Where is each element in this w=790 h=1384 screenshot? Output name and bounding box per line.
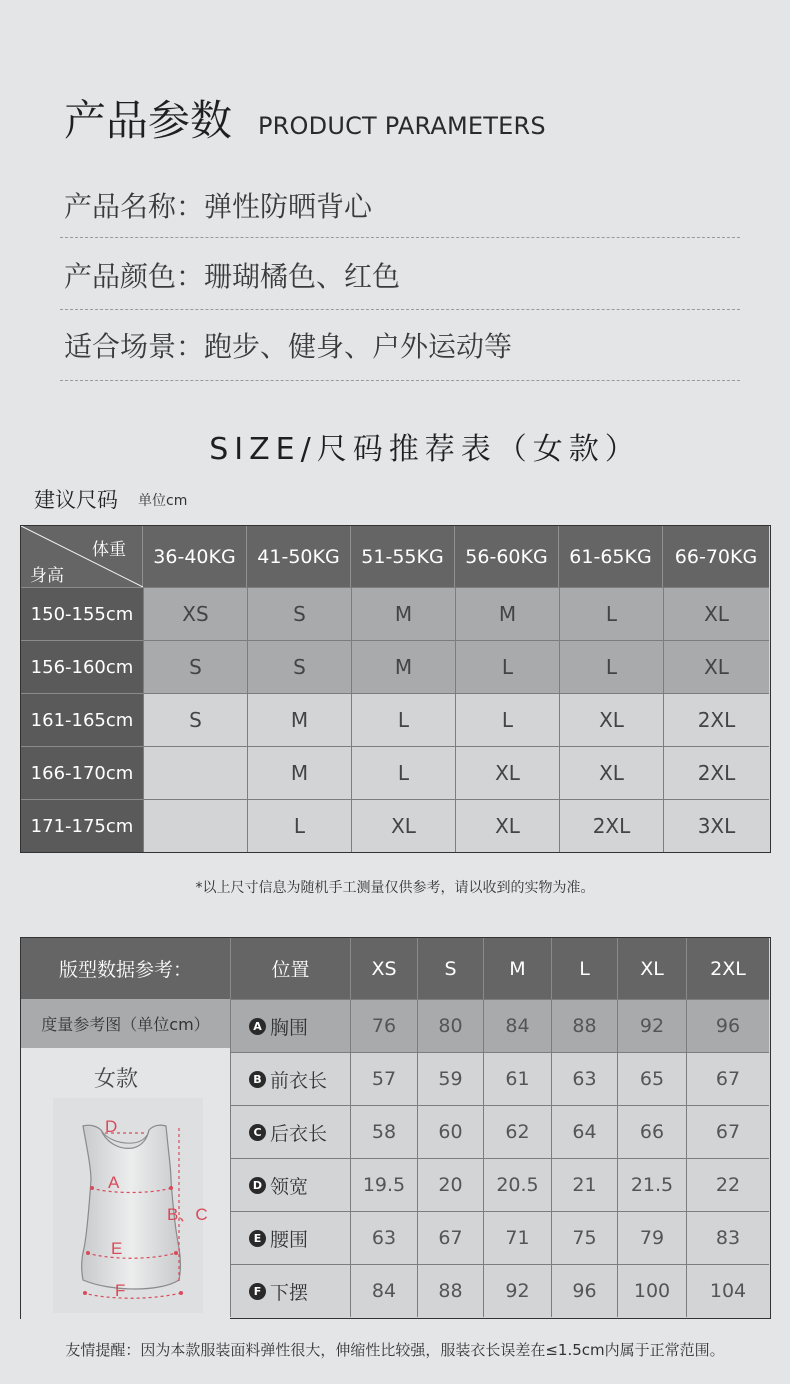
weight-column-header: 56-60KG — [455, 526, 559, 587]
size-cell: XL — [663, 587, 769, 640]
measurement-cell: 63 — [350, 1211, 417, 1264]
height-row-header: 150-155cm — [21, 587, 143, 640]
page-title-english: PRODUCT PARAMETERS — [258, 112, 546, 140]
size-column-header: XL — [617, 938, 686, 999]
size-cell: XS — [143, 587, 247, 640]
friendly-reminder: 友情提醒：因为本款服装面料弹性很大，伸缩性比较强，服装衣长误差在≤1.5cm内属于正常范围。 — [65, 1341, 725, 1359]
divider — [60, 380, 740, 381]
measurement-position — [230, 1264, 350, 1317]
table-corner-header — [21, 526, 143, 587]
size-cell: XL — [455, 799, 559, 852]
measurement-cell: 104 — [686, 1264, 769, 1317]
size-cell: S — [143, 640, 247, 693]
suggest-size-label: 建议尺码 — [34, 488, 118, 512]
weight-header: 体重 — [92, 540, 126, 560]
param-value: 跑步、健身、户外运动等 — [204, 330, 513, 363]
label-a: A — [108, 1173, 120, 1192]
diagram-subtitle: 度量参考图（单位cm） — [21, 999, 230, 1048]
measurement-cell: 100 — [617, 1264, 686, 1317]
garment-measurement-table — [20, 937, 771, 1319]
size-cell: L — [455, 640, 559, 693]
position-badge-icon: C — [249, 1124, 266, 1141]
size-cell: M — [247, 693, 351, 746]
measurement-cell: 80 — [417, 999, 483, 1052]
weight-column-header: 66-70KG — [663, 526, 769, 587]
size-cell: XL — [663, 640, 769, 693]
measurement-cell: 92 — [483, 1264, 551, 1317]
garment-table-title: 版型数据参考： — [21, 938, 230, 999]
param-label: 产品名称： — [64, 190, 205, 223]
measurement-cell: 76 — [350, 999, 417, 1052]
size-cell: M — [351, 640, 455, 693]
size-cell: L — [559, 640, 663, 693]
size-column-header: XS — [350, 938, 417, 999]
size-cell: M — [455, 587, 559, 640]
measurement-cell: 64 — [551, 1105, 617, 1158]
position-name: 后衣长 — [270, 1122, 328, 1145]
size-cell: S — [143, 693, 247, 746]
size-cell: L — [351, 746, 455, 799]
measurement-cell: 83 — [686, 1211, 769, 1264]
label-bc: B、C — [167, 1205, 208, 1224]
size-cell: S — [247, 587, 351, 640]
size-cell: L — [351, 693, 455, 746]
measurement-cell: 75 — [551, 1211, 617, 1264]
position-header: 位置 — [230, 938, 350, 999]
position-badge-icon: D — [249, 1177, 266, 1194]
label-f: F — [115, 1281, 126, 1300]
size-column-header: L — [551, 938, 617, 999]
size-cell — [143, 746, 247, 799]
size-column-header: 2XL — [686, 938, 769, 999]
measurement-cell: 20 — [417, 1158, 483, 1211]
param-value: 珊瑚橘色、红色 — [204, 260, 401, 293]
position-name: 领宽 — [270, 1175, 309, 1198]
position-badge-icon: F — [249, 1283, 266, 1300]
position-badge-icon: E — [249, 1230, 266, 1247]
size-cell: S — [247, 640, 351, 693]
measurement-note: *以上尺寸信息为随机手工测量仅供参考，请以收到的实物为准。 — [195, 880, 595, 896]
measurement-cell: 58 — [350, 1105, 417, 1158]
size-cell: M — [351, 587, 455, 640]
page-title: 产品参数 — [64, 96, 233, 145]
weight-column-header: 36-40KG — [143, 526, 247, 587]
height-row-header: 161-165cm — [21, 693, 143, 746]
tank-top-icon — [21, 1048, 230, 1320]
size-cell: M — [247, 746, 351, 799]
measurement-cell: 67 — [686, 1052, 769, 1105]
size-column-header: M — [483, 938, 551, 999]
position-badge-icon: A — [249, 1018, 266, 1035]
diagram-caption: 女款 — [93, 1067, 138, 1092]
size-cell: XL — [559, 693, 663, 746]
position-name: 下摆 — [270, 1281, 309, 1304]
measurement-cell: 67 — [417, 1211, 483, 1264]
unit-label: 单位cm — [138, 493, 188, 509]
measurement-cell: 84 — [350, 1264, 417, 1317]
divider — [60, 309, 740, 310]
weight-column-header: 61-65KG — [559, 526, 663, 587]
measurement-cell: 71 — [483, 1211, 551, 1264]
size-cell: XL — [559, 746, 663, 799]
size-cell: L — [247, 799, 351, 852]
size-cell — [143, 799, 247, 852]
size-cell: XL — [351, 799, 455, 852]
height-header: 身高 — [30, 566, 64, 586]
measurement-cell: 65 — [617, 1052, 686, 1105]
size-recommendation-table — [20, 525, 771, 853]
size-cell: XL — [455, 746, 559, 799]
weight-column-header: 41-50KG — [247, 526, 351, 587]
measurement-cell: 92 — [617, 999, 686, 1052]
measurement-cell: 19.5 — [350, 1158, 417, 1211]
measurement-cell: 57 — [350, 1052, 417, 1105]
tank-top-diagram — [21, 1048, 230, 1320]
measurement-position — [230, 1052, 350, 1105]
size-chart-title: SIZE/尺码推荐表（女款） — [209, 432, 641, 467]
measurement-cell: 61 — [483, 1052, 551, 1105]
label-d: D — [105, 1117, 118, 1136]
measurement-position — [230, 1158, 350, 1211]
size-cell: 2XL — [663, 693, 769, 746]
size-cell: L — [559, 587, 663, 640]
position-badge-icon: B — [249, 1071, 266, 1088]
measurement-cell: 63 — [551, 1052, 617, 1105]
weight-column-header: 51-55KG — [351, 526, 455, 587]
param-label: 适合场景： — [64, 330, 205, 363]
measurement-cell: 62 — [483, 1105, 551, 1158]
divider — [60, 237, 740, 238]
measurement-cell: 84 — [483, 999, 551, 1052]
size-cell: 2XL — [559, 799, 663, 852]
measurement-cell: 96 — [551, 1264, 617, 1317]
measurement-cell: 59 — [417, 1052, 483, 1105]
param-product-name — [64, 185, 372, 225]
measurement-cell: 67 — [686, 1105, 769, 1158]
height-row-header: 156-160cm — [21, 640, 143, 693]
measurement-cell: 21.5 — [617, 1158, 686, 1211]
measurement-cell: 88 — [551, 999, 617, 1052]
size-cell: 3XL — [663, 799, 769, 852]
height-row-header: 166-170cm — [21, 746, 143, 799]
measurement-cell: 20.5 — [483, 1158, 551, 1211]
measurement-cell: 96 — [686, 999, 769, 1052]
measurement-cell: 88 — [417, 1264, 483, 1317]
height-row-header: 171-175cm — [21, 799, 143, 852]
position-name: 腰围 — [270, 1228, 309, 1251]
param-label: 产品颜色： — [64, 260, 205, 293]
param-value: 弹性防晒背心 — [204, 190, 373, 223]
measurement-cell: 21 — [551, 1158, 617, 1211]
measurement-cell: 22 — [686, 1158, 769, 1211]
size-cell: 2XL — [663, 746, 769, 799]
measurement-cell: 79 — [617, 1211, 686, 1264]
measurement-position — [230, 1105, 350, 1158]
position-name: 胸围 — [270, 1016, 309, 1039]
label-e: E — [111, 1239, 123, 1258]
size-column-header: S — [417, 938, 483, 999]
measurement-position — [230, 999, 350, 1052]
param-product-color — [64, 255, 400, 295]
measurement-position — [230, 1211, 350, 1264]
measurement-cell: 66 — [617, 1105, 686, 1158]
position-name: 前衣长 — [270, 1069, 328, 1092]
measurement-cell: 60 — [417, 1105, 483, 1158]
param-usage — [64, 325, 512, 365]
size-cell: L — [455, 693, 559, 746]
